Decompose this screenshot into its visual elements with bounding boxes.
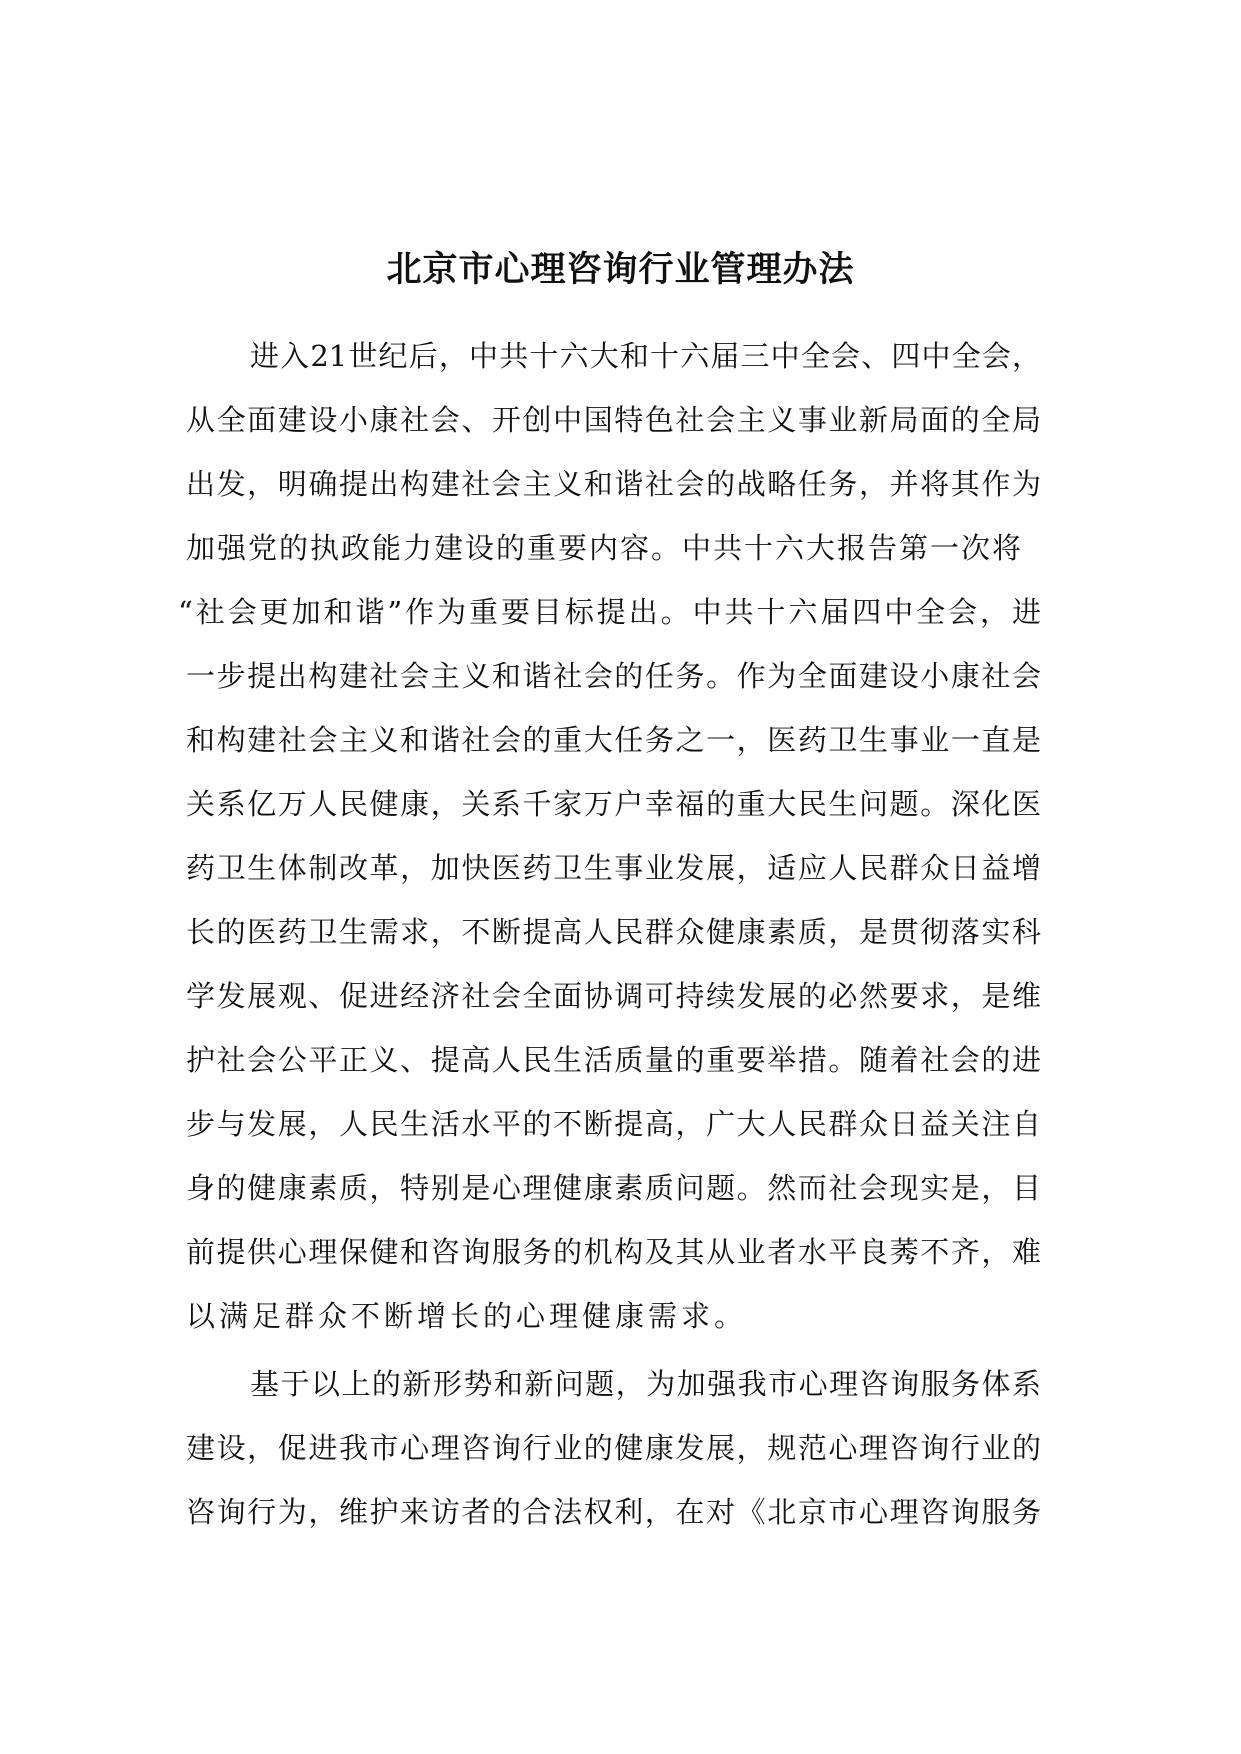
document-title: 北京市心理咨询行业管理办法 <box>386 250 855 290</box>
paragraph-1-line: 步与发展，人民生活水平的不断提高，广大人民群众日益关注自 <box>186 1107 1041 1141</box>
paragraph-1-line: 前提供心理保健和咨询服务的机构及其从业者水平良莠不齐，难 <box>186 1235 1041 1269</box>
paragraph-1-line: 长的医药卫生需求，不断提高人民群众健康素质，是贯彻落实科 <box>186 915 1041 949</box>
paragraph-1-line: 药卫生体制改革，加快医药卫生事业发展，适应人民群众日益增 <box>186 851 1041 885</box>
paragraph-1-line: 身的健康素质，特别是心理健康素质问题。然而社会现实是，目 <box>186 1171 1041 1205</box>
paragraph-1-line: 护社会公平正义、提高人民生活质量的重要举措。随着社会的进 <box>186 1043 1041 1077</box>
paragraph-2-line: 基于以上的新形势和新问题，为加强我市心理咨询服务体系 <box>250 1367 1041 1401</box>
paragraph-1-line: 加强党的执政能力建设的重要内容。中共十六大报告第一次将 <box>186 531 1021 565</box>
paragraph-1-line: 学发展观、促进经济社会全面协调可持续发展的必然要求，是维 <box>186 979 1041 1013</box>
paragraph-1-line: 出发，明确提出构建社会主义和谐社会的战略任务，并将其作为 <box>186 467 1041 501</box>
paragraph-1-line: “社会更加和谐”作为重要目标提出。中共十六届四中全会，进 <box>178 595 1041 629</box>
paragraph-1-line: 一步提出构建社会主义和谐社会的任务。作为全面建设小康社会 <box>186 659 1041 693</box>
paragraph-1-line: 关系亿万人民健康，关系千家万户幸福的重大民生问题。深化医 <box>186 787 1041 821</box>
paragraph-1-line: 以满足群众不断增长的心理健康需求。 <box>186 1299 748 1333</box>
paragraph-1-line: 从全面建设小康社会、开创中国特色社会主义事业新局面的全局 <box>186 403 1041 437</box>
paragraph-2-line: 建设，促进我市心理咨询行业的健康发展，规范心理咨询行业的 <box>186 1431 1041 1465</box>
paragraph-1-line: 和构建社会主义和谐社会的重大任务之一，医药卫生事业一直是 <box>186 723 1041 757</box>
paragraph-1-line: 进入21世纪后，中共十六大和十六届三中全会、四中全会， <box>250 339 1041 373</box>
paragraph-2-line: 咨询行为，维护来访者的合法权利，在对《北京市心理咨询服务 <box>186 1495 1041 1529</box>
